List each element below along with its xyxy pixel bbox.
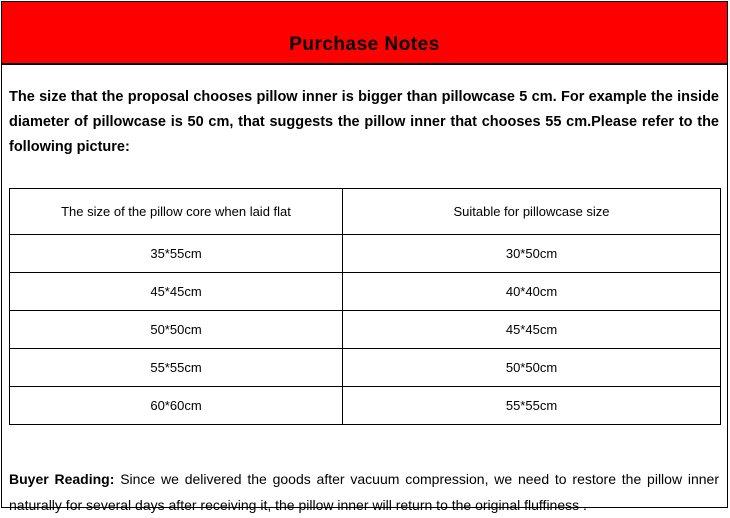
table-header-row: [10, 189, 721, 235]
pillowcase-size-cell: 40*40cm: [343, 273, 721, 311]
table-row: [10, 387, 721, 425]
pillowcase-size-cell: 50*50cm: [343, 349, 721, 387]
core-size-cell: 60*60cm: [10, 387, 343, 425]
pillowcase-size-cell: 45*45cm: [343, 311, 721, 349]
table-row: [10, 349, 721, 387]
core-size-cell: 50*50cm: [10, 311, 343, 349]
size-advice-paragraph: The size that the proposal chooses pillow inner is bigger than pillowcase 5 cm. For example the inside diameter of pillowcase is 50 cm, that suggests the pillow inner that chooses 55 cm.Please refer to the following picture:: [9, 89, 719, 155]
header-banner: [2, 2, 727, 65]
pillowcase-size-cell: 30*50cm: [343, 235, 721, 273]
core-size-cell: 35*55cm: [10, 235, 343, 273]
buyer-reading-text: Since we delivered the goods after vacuum compression, we need to restore the pillow inner naturally for several days after receiving it, the pillow inner will return to the original fluffiness .: [9, 471, 719, 513]
buyer-reading-paragraph: [9, 466, 719, 518]
page-title: Purchase Notes: [289, 34, 440, 55]
column-header-pillowcase-size: Suitable for pillowcase size: [343, 189, 721, 235]
core-size-cell: 55*55cm: [10, 349, 343, 387]
table-row: [10, 273, 721, 311]
column-header-core-size: The size of the pillow core when laid flat: [10, 189, 343, 235]
table-row: [10, 235, 721, 273]
buyer-reading-label: Buyer Reading:: [9, 471, 115, 487]
core-size-cell: 45*45cm: [10, 273, 343, 311]
size-table: [9, 188, 721, 425]
table-row: [10, 311, 721, 349]
pillowcase-size-cell: 55*55cm: [343, 387, 721, 425]
